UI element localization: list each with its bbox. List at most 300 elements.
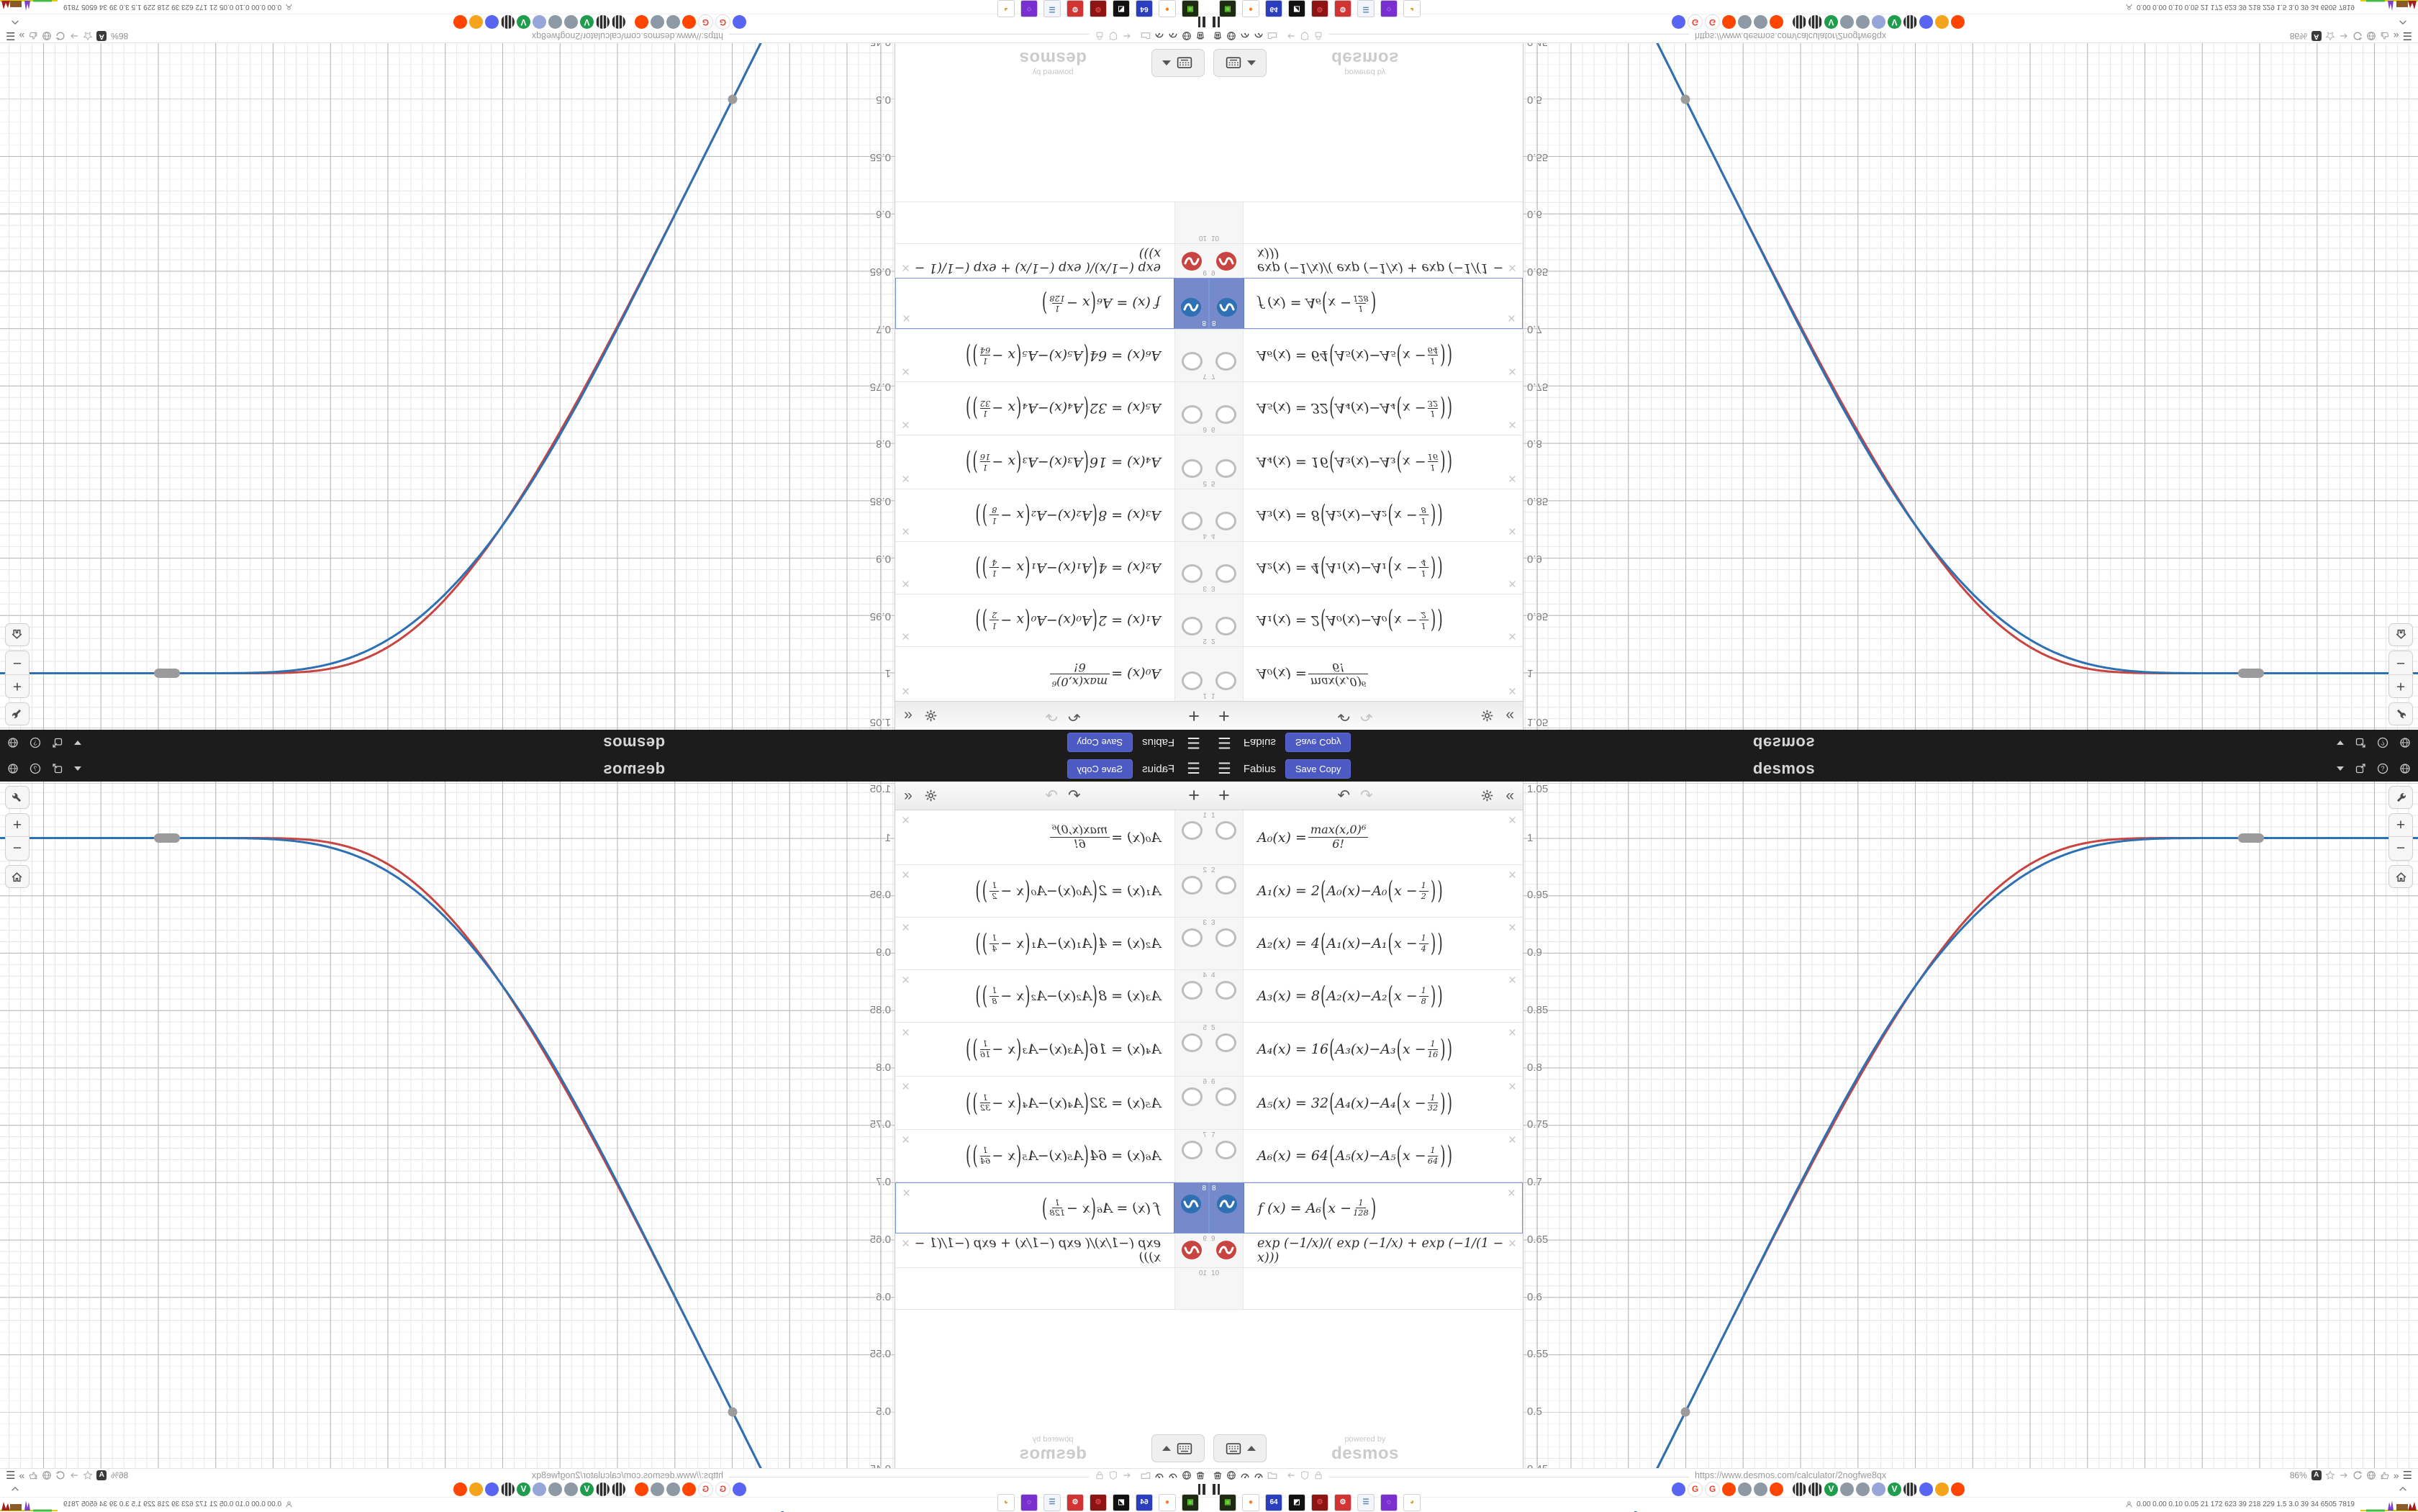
favicon-barrel[interactable] bbox=[612, 16, 625, 30]
favicon-moon[interactable] bbox=[533, 16, 546, 30]
taskbar-app-floppy-64[interactable]: 64 bbox=[1136, 1, 1153, 18]
caret-down-icon[interactable] bbox=[2337, 741, 2344, 745]
help-icon[interactable] bbox=[2377, 763, 2388, 774]
expression-formula[interactable]: A₁(x) = 2 ( A₀(x)−A₀ ( x − 1 2 ) ) bbox=[975, 877, 1161, 905]
default-view-button[interactable] bbox=[5, 865, 30, 888]
delete-expression-button[interactable]: × bbox=[1508, 1079, 1516, 1095]
delete-expression-button[interactable]: × bbox=[902, 1026, 910, 1041]
taskbar-app-floppy-64[interactable]: 64 bbox=[1265, 1494, 1282, 1511]
edit-list-gear-icon[interactable] bbox=[924, 709, 938, 723]
back-arrow-icon[interactable] bbox=[1122, 32, 1132, 42]
expression-row[interactable] bbox=[1209, 1182, 1523, 1233]
expression-row[interactable] bbox=[895, 1077, 1209, 1130]
taskbar-app-palette[interactable]: ◕ bbox=[997, 1, 1015, 18]
gauge-icon[interactable] bbox=[1154, 1470, 1164, 1480]
url-text[interactable]: https://www.desmos.com/calculator/2nogfwe8qx bbox=[531, 31, 723, 42]
browser-menu-icon[interactable]: ☰ bbox=[6, 1469, 16, 1482]
expression-visibility-toggle[interactable] bbox=[1209, 330, 1244, 381]
expression-visibility-toggle[interactable] bbox=[1209, 865, 1244, 917]
favicon-discord-bubble[interactable] bbox=[1919, 16, 1933, 30]
expression-row[interactable] bbox=[895, 278, 1209, 329]
delete-expression-button[interactable]: × bbox=[902, 813, 910, 828]
delete-expression-button[interactable]: × bbox=[1508, 628, 1516, 643]
caret-down-icon[interactable] bbox=[2337, 766, 2344, 771]
pause-bars-icon[interactable] bbox=[1213, 17, 1220, 28]
taskbar-app-red-badge[interactable]: ⚙ bbox=[1311, 1494, 1328, 1511]
thumb-up-icon[interactable] bbox=[28, 32, 38, 42]
expression-visibility-toggle[interactable] bbox=[1209, 1077, 1244, 1129]
expression-row[interactable] bbox=[1209, 1233, 1523, 1268]
expression-formula[interactable]: A₁(x) = 2 ( A₀(x)−A₀ ( x − 1 2 ) ) bbox=[1257, 606, 1443, 635]
bookmark-star-icon[interactable] bbox=[83, 32, 93, 42]
pause-bars-icon[interactable] bbox=[1198, 17, 1205, 28]
expression-visibility-toggle[interactable] bbox=[1174, 1077, 1209, 1129]
expression-visibility-toggle[interactable] bbox=[1209, 435, 1244, 489]
expression-visibility-toggle[interactable] bbox=[1174, 330, 1209, 381]
thumb-up-icon[interactable] bbox=[2380, 1470, 2390, 1480]
favicon-raccoon[interactable] bbox=[666, 16, 680, 30]
globe-icon[interactable] bbox=[42, 1470, 52, 1480]
favicon-green-v[interactable]: V bbox=[580, 1482, 594, 1496]
gauge-icon[interactable] bbox=[1168, 1470, 1178, 1480]
delete-expression-button[interactable]: × bbox=[902, 523, 910, 538]
expression-row[interactable] bbox=[895, 865, 1209, 918]
expression-row[interactable] bbox=[1209, 278, 1523, 329]
graph-canvas[interactable] bbox=[1523, 43, 2418, 730]
delete-expression-button[interactable]: × bbox=[902, 683, 910, 698]
thumb-up-icon[interactable] bbox=[2380, 32, 2390, 42]
delete-expression-button[interactable]: × bbox=[1508, 1026, 1516, 1041]
favicon-reddit[interactable] bbox=[1722, 16, 1736, 30]
globe-icon[interactable] bbox=[2399, 763, 2411, 774]
redo-button[interactable]: ↷ bbox=[1045, 707, 1058, 724]
trash-icon[interactable] bbox=[1213, 32, 1223, 42]
favicon-google[interactable]: G bbox=[715, 1482, 730, 1497]
reload-icon[interactable] bbox=[2353, 32, 2363, 42]
expression-formula[interactable]: exp (−1/x)/( exp (−1/x) + exp (−1/(1 − x))) bbox=[914, 246, 1161, 276]
expression-formula[interactable]: A₀(x) = max(x,0)⁶ 6! bbox=[895, 647, 1174, 701]
undo-button[interactable]: ↶ bbox=[1337, 787, 1351, 804]
delete-expression-button[interactable]: × bbox=[902, 628, 910, 643]
expression-row[interactable] bbox=[895, 646, 1209, 701]
favicon-gear-badge[interactable] bbox=[469, 16, 483, 30]
gauge-icon[interactable] bbox=[1240, 32, 1250, 42]
taskbar-app-notepad[interactable]: ☰ bbox=[1043, 1494, 1061, 1511]
expression-formula[interactable] bbox=[1244, 202, 1523, 243]
keyboard-toggle-button[interactable] bbox=[1151, 1434, 1205, 1462]
taskbar-app-palette[interactable]: ◕ bbox=[1403, 1494, 1421, 1511]
reload-icon[interactable] bbox=[55, 32, 65, 42]
favicon-raccoon[interactable] bbox=[666, 1482, 680, 1496]
folder-icon[interactable] bbox=[1141, 32, 1151, 42]
expression-row[interactable] bbox=[895, 435, 1209, 489]
favicon-raccoon[interactable] bbox=[548, 1482, 562, 1496]
back-arrow-icon[interactable] bbox=[1286, 32, 1296, 42]
translate-a-icon[interactable]: A bbox=[96, 1470, 107, 1480]
expression-row[interactable] bbox=[1209, 1268, 1523, 1310]
favicon-green-v[interactable]: V bbox=[517, 1482, 530, 1496]
delete-expression-button[interactable]: × bbox=[1508, 813, 1516, 828]
delete-expression-button[interactable]: × bbox=[1508, 260, 1516, 275]
collapse-panel-button[interactable]: « bbox=[904, 787, 913, 804]
back-arrow-icon[interactable] bbox=[1286, 1470, 1296, 1480]
expression-visibility-toggle[interactable] bbox=[1209, 594, 1244, 646]
add-expression-button[interactable]: + bbox=[1218, 784, 1230, 806]
globe-icon[interactable] bbox=[7, 737, 19, 748]
taskbar-app-firefox[interactable]: ● bbox=[1159, 1, 1176, 18]
shield-icon[interactable] bbox=[1108, 1470, 1118, 1480]
favicon-moon[interactable] bbox=[1872, 16, 1885, 30]
expression-row[interactable] bbox=[1209, 918, 1523, 970]
share-icon[interactable] bbox=[2355, 763, 2366, 774]
expression-row[interactable] bbox=[895, 1130, 1209, 1182]
taskbar-app-terminal[interactable]: ▣ bbox=[1219, 1494, 1236, 1511]
favicon-raccoon[interactable] bbox=[1856, 1482, 1870, 1496]
globe-icon[interactable] bbox=[1182, 1470, 1192, 1480]
expression-formula[interactable]: A₃(x) = 8 ( A₂(x)−A₂ ( x − 1 8 ) ) bbox=[1257, 501, 1443, 530]
taskbar-app-purple-cam[interactable]: ◌ bbox=[1020, 1, 1038, 18]
favicon-reddit[interactable] bbox=[635, 16, 648, 30]
taskbar-app-red-gear[interactable]: ⚙ bbox=[1334, 1, 1351, 18]
expression-row[interactable] bbox=[1209, 1023, 1523, 1077]
hamburger-menu-icon[interactable]: ☰ bbox=[1187, 760, 1200, 777]
expression-row[interactable] bbox=[1209, 970, 1523, 1023]
expression-formula[interactable]: exp (−1/x)/( exp (−1/x) + exp (−1/(1 − x))) bbox=[1257, 1236, 1504, 1265]
expression-row[interactable] bbox=[1209, 435, 1523, 489]
delete-expression-button[interactable]: × bbox=[1508, 683, 1516, 698]
translate-a-icon[interactable]: A bbox=[96, 32, 107, 42]
expression-formula[interactable]: A₂(x) = 4 ( A₁(x)−A₁ ( x − 1 4 ) ) bbox=[975, 929, 1161, 958]
expression-formula[interactable]: A₆(x) = 64 ( A₅(x)−A₅ ( x − 1 64 ) ) bbox=[965, 341, 1161, 370]
expression-formula[interactable]: A₆(x) = 64 ( A₅(x)−A₅ ( x − 1 64 ) ) bbox=[1257, 1141, 1453, 1170]
expression-visibility-toggle[interactable] bbox=[1174, 918, 1209, 969]
hamburger-menu-icon[interactable]: ☰ bbox=[1218, 734, 1231, 751]
expression-formula[interactable]: A₂(x) = 4 ( A₁(x)−A₁ ( x − 1 4 ) ) bbox=[1257, 929, 1443, 958]
taskbar-app-floppy-64[interactable]: 64 bbox=[1136, 1494, 1153, 1511]
expression-visibility-toggle[interactable] bbox=[1209, 970, 1244, 1022]
delete-expression-button[interactable]: × bbox=[1507, 1186, 1516, 1201]
expression-row[interactable] bbox=[1209, 243, 1523, 278]
favicon-reddit[interactable] bbox=[1951, 16, 1965, 30]
delete-expression-button[interactable]: × bbox=[902, 576, 910, 591]
favicon-discord[interactable] bbox=[1672, 1482, 1685, 1496]
taskbar-app-notepad[interactable]: ☰ bbox=[1043, 1, 1061, 18]
globe-icon[interactable] bbox=[1226, 1470, 1236, 1480]
favicon-reddit[interactable] bbox=[682, 16, 696, 30]
taskbar-app-terminal[interactable]: ▣ bbox=[1219, 1, 1236, 18]
caret-down-icon[interactable] bbox=[74, 766, 81, 771]
taskbar-app-dark-app[interactable]: ◩ bbox=[1113, 1, 1130, 18]
gauge-icon[interactable] bbox=[1254, 1470, 1264, 1480]
share-icon[interactable] bbox=[52, 737, 63, 748]
expression-formula[interactable]: A₅(x) = 32 ( A₄(x)−A₄ ( x − 1 32 ) ) bbox=[1257, 394, 1453, 423]
taskbar-app-purple-cam[interactable]: ◌ bbox=[1380, 1, 1398, 18]
favicon-barrel[interactable] bbox=[1808, 16, 1822, 30]
favicon-gear-badge[interactable] bbox=[1935, 16, 1949, 30]
back-arrow-icon[interactable] bbox=[1122, 1470, 1132, 1480]
globe-icon[interactable] bbox=[42, 32, 52, 42]
chevrons-icon[interactable]: » bbox=[19, 1469, 25, 1481]
favicon-raccoon[interactable] bbox=[1738, 16, 1752, 30]
expression-formula[interactable]: A₄(x) = 16 ( A₃(x)−A₃ ( x − 1 16 ) ) bbox=[965, 448, 1161, 476]
expression-formula[interactable]: A₀(x) = max(x,0)⁶ 6! bbox=[1244, 647, 1523, 701]
default-view-button[interactable] bbox=[2388, 623, 2413, 646]
favicon-reddit[interactable] bbox=[453, 16, 467, 30]
help-icon[interactable] bbox=[30, 763, 41, 774]
delete-expression-button[interactable]: × bbox=[902, 1079, 910, 1095]
expression-row[interactable] bbox=[895, 1268, 1209, 1310]
forward-arrow-icon[interactable] bbox=[69, 32, 79, 42]
favicon-raccoon[interactable] bbox=[1840, 16, 1854, 30]
expression-formula[interactable]: A₄(x) = 16 ( A₃(x)−A₃ ( x − 1 16 ) ) bbox=[965, 1035, 1161, 1064]
taskbar-app-dark-app[interactable]: ◩ bbox=[1288, 1, 1305, 18]
taskbar-app-floppy-64[interactable]: 64 bbox=[1265, 1, 1282, 18]
delete-expression-button[interactable]: × bbox=[1508, 471, 1516, 486]
caret-down-icon[interactable] bbox=[74, 741, 81, 745]
favicon-google[interactable]: G bbox=[1688, 1482, 1703, 1497]
bookmark-star-icon[interactable] bbox=[2325, 32, 2335, 42]
browser-menu-icon[interactable]: ☰ bbox=[2402, 30, 2412, 42]
zoom-out-button[interactable]: − bbox=[2396, 655, 2406, 671]
delete-expression-button[interactable]: × bbox=[902, 417, 910, 432]
favicon-raccoon[interactable] bbox=[564, 16, 578, 30]
expression-visibility-toggle[interactable] bbox=[1209, 202, 1244, 243]
url-text[interactable]: https://www.desmos.com/calculator/2nogfwe8qx bbox=[1695, 1470, 1887, 1480]
expression-row[interactable] bbox=[1209, 329, 1523, 381]
zoom-in-button[interactable]: + bbox=[2389, 814, 2412, 837]
expression-formula[interactable]: A₅(x) = 32 ( A₄(x)−A₄ ( x − 1 32 ) ) bbox=[1257, 1088, 1453, 1118]
expression-row[interactable] bbox=[895, 1233, 1209, 1268]
expression-visibility-toggle[interactable] bbox=[1209, 382, 1244, 435]
delete-expression-button[interactable]: × bbox=[1508, 523, 1516, 538]
add-expression-button[interactable]: + bbox=[1218, 705, 1230, 727]
favicon-raccoon[interactable] bbox=[1754, 16, 1767, 30]
thumb-up-icon[interactable] bbox=[28, 1470, 38, 1480]
save-copy-button[interactable]: Save Copy bbox=[1067, 733, 1133, 753]
hamburger-menu-icon[interactable]: ☰ bbox=[1218, 760, 1231, 777]
taskbar-app-terminal[interactable]: ▣ bbox=[1182, 1, 1199, 18]
gauge-icon[interactable] bbox=[1154, 32, 1164, 42]
favicon-discord-bubble[interactable] bbox=[485, 1482, 499, 1496]
expression-visibility-toggle[interactable] bbox=[1174, 1130, 1209, 1182]
keyboard-toggle-button[interactable] bbox=[1151, 49, 1205, 77]
delete-expression-button[interactable]: × bbox=[902, 363, 910, 379]
graph-settings-button[interactable] bbox=[5, 702, 30, 725]
collapse-panel-button[interactable]: « bbox=[904, 707, 913, 725]
favicon-barrel[interactable] bbox=[1903, 16, 1917, 30]
expression-row[interactable] bbox=[895, 489, 1209, 541]
chevrons-icon[interactable]: » bbox=[2393, 1469, 2399, 1481]
favicon-green-v[interactable]: V bbox=[1888, 1482, 1901, 1496]
favicon-reddit[interactable] bbox=[1770, 1482, 1783, 1496]
favicon-reddit[interactable] bbox=[1951, 1482, 1965, 1496]
redo-button[interactable]: ↷ bbox=[1360, 707, 1373, 724]
expression-row[interactable] bbox=[895, 381, 1209, 435]
expression-formula[interactable]: A₃(x) = 8 ( A₂(x)−A₂ ( x − 1 8 ) ) bbox=[975, 501, 1161, 530]
taskbar-app-purple-cam[interactable]: ◌ bbox=[1380, 1494, 1398, 1511]
favicon-discord[interactable] bbox=[733, 1482, 746, 1496]
expression-row[interactable] bbox=[895, 329, 1209, 381]
delete-expression-button[interactable]: × bbox=[1508, 1133, 1516, 1148]
expression-formula[interactable]: A₀(x) = max(x,0)⁶ 6! bbox=[895, 810, 1174, 864]
expression-visibility-toggle[interactable] bbox=[1209, 489, 1244, 541]
bookmark-star-icon[interactable] bbox=[83, 1470, 93, 1480]
delete-expression-button[interactable]: × bbox=[902, 310, 911, 325]
expression-formula[interactable]: A₆(x) = 64 ( A₅(x)−A₅ ( x − 1 64 ) ) bbox=[1257, 341, 1453, 370]
folder-icon[interactable] bbox=[1267, 32, 1277, 42]
translate-a-icon[interactable]: A bbox=[2311, 1470, 2322, 1480]
expression-visibility-toggle[interactable] bbox=[1174, 1183, 1208, 1233]
gauge-icon[interactable] bbox=[1254, 32, 1264, 42]
graph-settings-button[interactable] bbox=[5, 786, 30, 809]
expression-row[interactable] bbox=[1209, 594, 1523, 646]
expression-visibility-toggle[interactable] bbox=[1174, 865, 1209, 917]
expression-visibility-toggle[interactable] bbox=[1209, 1023, 1244, 1076]
chevrons-icon[interactable]: » bbox=[19, 30, 25, 42]
favicon-barrel[interactable] bbox=[1793, 16, 1806, 30]
favicon-google[interactable]: G bbox=[698, 1482, 713, 1497]
trash-icon[interactable] bbox=[1213, 1470, 1223, 1480]
favicon-raccoon[interactable] bbox=[564, 1482, 578, 1496]
caret-up-icon[interactable] bbox=[10, 17, 20, 27]
edit-list-gear-icon[interactable] bbox=[1480, 709, 1494, 723]
hamburger-menu-icon[interactable]: ☰ bbox=[1187, 734, 1200, 751]
expression-formula[interactable]: f (x) = A₆ ( x − 1 128 ) bbox=[1041, 1193, 1160, 1223]
keyboard-toggle-button[interactable] bbox=[1213, 49, 1267, 77]
zoom-out-button[interactable]: − bbox=[12, 840, 22, 856]
pause-bars-icon[interactable] bbox=[1213, 1484, 1220, 1495]
expression-visibility-toggle[interactable] bbox=[1209, 1233, 1244, 1267]
favicon-raccoon[interactable] bbox=[1754, 1482, 1767, 1496]
expression-formula[interactable]: f (x) = A₆ ( x − 1 128 ) bbox=[1258, 1193, 1377, 1223]
redo-button[interactable]: ↷ bbox=[1360, 787, 1373, 804]
expression-visibility-toggle[interactable] bbox=[1174, 489, 1209, 541]
delete-expression-button[interactable]: × bbox=[1508, 576, 1516, 591]
expression-visibility-toggle[interactable] bbox=[1174, 202, 1209, 243]
expression-row[interactable] bbox=[1209, 865, 1523, 918]
forward-arrow-icon[interactable] bbox=[69, 1470, 79, 1480]
favicon-green-v[interactable]: V bbox=[1824, 16, 1838, 30]
expression-visibility-toggle[interactable] bbox=[1174, 970, 1209, 1022]
favicon-barrel[interactable] bbox=[596, 1482, 610, 1496]
expression-row[interactable] bbox=[895, 970, 1209, 1023]
expression-row[interactable] bbox=[895, 243, 1209, 278]
undo-button[interactable]: ↶ bbox=[1067, 787, 1081, 804]
expression-visibility-toggle[interactable] bbox=[1174, 279, 1208, 328]
favicon-raccoon[interactable] bbox=[548, 16, 562, 30]
forward-arrow-icon[interactable] bbox=[2339, 1470, 2349, 1480]
delete-expression-button[interactable]: × bbox=[902, 1236, 910, 1251]
expression-visibility-toggle[interactable] bbox=[1209, 810, 1244, 864]
favicon-google[interactable]: G bbox=[698, 15, 713, 30]
delete-expression-button[interactable]: × bbox=[902, 260, 910, 275]
taskbar-app-purple-cam[interactable]: ◌ bbox=[1020, 1494, 1038, 1511]
favicon-reddit[interactable] bbox=[453, 1482, 467, 1496]
delete-expression-button[interactable]: × bbox=[902, 1186, 911, 1201]
shield-icon[interactable] bbox=[1108, 32, 1118, 42]
expression-visibility-toggle[interactable] bbox=[1174, 647, 1209, 701]
favicon-barrel[interactable] bbox=[501, 16, 515, 30]
taskbar-app-palette[interactable]: ◕ bbox=[1403, 1, 1421, 18]
favicon-reddit[interactable] bbox=[635, 1482, 648, 1496]
expression-visibility-toggle[interactable] bbox=[1174, 435, 1209, 489]
favicon-gear-badge[interactable] bbox=[1935, 1482, 1949, 1496]
bookmark-star-icon[interactable] bbox=[2325, 1470, 2335, 1480]
delete-expression-button[interactable]: × bbox=[1508, 417, 1516, 432]
zoom-in-button[interactable]: + bbox=[6, 814, 29, 837]
url-text[interactable]: https://www.desmos.com/calculator/2nogfwe8qx bbox=[531, 1470, 723, 1480]
save-copy-button[interactable]: Save Copy bbox=[1285, 733, 1351, 753]
favicon-reddit[interactable] bbox=[1722, 1482, 1736, 1496]
trash-icon[interactable] bbox=[1195, 32, 1205, 42]
expression-formula[interactable]: A₅(x) = 32 ( A₄(x)−A₄ ( x − 1 32 ) ) bbox=[965, 394, 1161, 423]
keyboard-toggle-button[interactable] bbox=[1213, 1434, 1267, 1462]
caret-up-icon[interactable] bbox=[2398, 1484, 2408, 1494]
taskbar-app-dark-app[interactable]: ◩ bbox=[1113, 1494, 1130, 1511]
favicon-raccoon[interactable] bbox=[651, 1482, 664, 1496]
zoom-in-button[interactable]: + bbox=[2389, 674, 2412, 697]
save-copy-button[interactable]: Save Copy bbox=[1067, 759, 1133, 779]
delete-expression-button[interactable]: × bbox=[1508, 920, 1516, 936]
save-copy-button[interactable]: Save Copy bbox=[1285, 759, 1351, 779]
taskbar-app-notepad[interactable]: ☰ bbox=[1357, 1494, 1375, 1511]
taskbar-app-red-gear[interactable]: ⚙ bbox=[1334, 1494, 1351, 1511]
chevrons-icon[interactable]: » bbox=[2393, 30, 2399, 42]
taskbar-app-firefox[interactable]: ● bbox=[1242, 1, 1259, 18]
taskbar-app-notepad[interactable]: ☰ bbox=[1357, 1, 1375, 18]
expression-row[interactable] bbox=[1209, 541, 1523, 594]
taskbar-app-red-badge[interactable]: ⚙ bbox=[1090, 1, 1107, 18]
shield-icon[interactable] bbox=[1300, 1470, 1310, 1480]
delete-expression-button[interactable]: × bbox=[902, 973, 910, 988]
taskbar-app-firefox[interactable]: ● bbox=[1242, 1494, 1259, 1511]
expression-formula[interactable]: A₃(x) = 8 ( A₂(x)−A₂ ( x − 1 8 ) ) bbox=[975, 982, 1161, 1010]
favicon-barrel[interactable] bbox=[1808, 1482, 1822, 1496]
delete-expression-button[interactable]: × bbox=[1508, 363, 1516, 379]
expression-visibility-toggle[interactable] bbox=[1209, 542, 1244, 594]
expression-formula[interactable]: A₂(x) = 4 ( A₁(x)−A₁ ( x − 1 4 ) ) bbox=[975, 553, 1161, 582]
undo-button[interactable]: ↶ bbox=[1067, 707, 1081, 724]
favicon-raccoon[interactable] bbox=[651, 16, 664, 30]
url-text[interactable]: https://www.desmos.com/calculator/2nogfwe8qx bbox=[1695, 31, 1887, 42]
folder-icon[interactable] bbox=[1267, 1470, 1277, 1480]
expression-formula[interactable]: A₂(x) = 4 ( A₁(x)−A₁ ( x − 1 4 ) ) bbox=[1257, 553, 1443, 582]
expression-visibility-toggle[interactable] bbox=[1209, 1130, 1244, 1182]
expression-row[interactable] bbox=[895, 202, 1209, 243]
taskbar-app-red-gear[interactable]: ⚙ bbox=[1067, 1, 1084, 18]
expression-row[interactable] bbox=[1209, 381, 1523, 435]
favicon-google[interactable]: G bbox=[715, 15, 730, 30]
expression-row[interactable] bbox=[1209, 646, 1523, 701]
favicon-moon[interactable] bbox=[533, 1482, 546, 1496]
expression-row[interactable] bbox=[1209, 1077, 1523, 1130]
expression-visibility-toggle[interactable] bbox=[1210, 279, 1244, 328]
favicon-discord[interactable] bbox=[733, 16, 746, 30]
shield-icon[interactable] bbox=[1300, 32, 1310, 42]
expression-formula[interactable]: f (x) = A₆ ( x − 1 128 ) bbox=[1041, 289, 1160, 318]
expression-row[interactable] bbox=[895, 594, 1209, 646]
default-view-button[interactable] bbox=[5, 623, 30, 646]
delete-expression-button[interactable]: × bbox=[902, 868, 910, 883]
graph-canvas[interactable] bbox=[0, 43, 895, 730]
reload-icon[interactable] bbox=[55, 1470, 65, 1480]
default-view-button[interactable] bbox=[2388, 865, 2413, 888]
expression-row[interactable] bbox=[1209, 489, 1523, 541]
delete-expression-button[interactable]: × bbox=[1508, 973, 1516, 988]
graph-canvas[interactable] bbox=[0, 782, 895, 1468]
expression-visibility-toggle[interactable] bbox=[1209, 244, 1244, 278]
expression-visibility-toggle[interactable] bbox=[1209, 1268, 1244, 1309]
